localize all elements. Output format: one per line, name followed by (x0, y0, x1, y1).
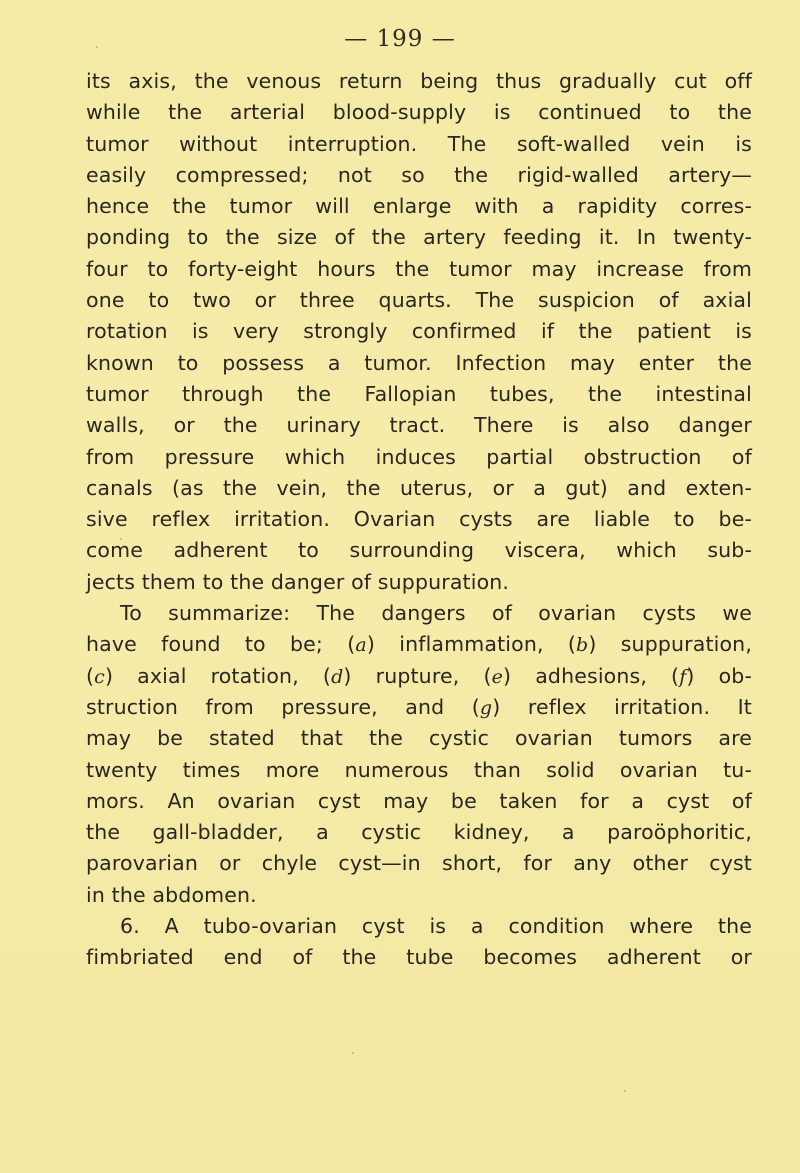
text-line: rotation is very strongly confirmed if the patient is (86, 319, 752, 344)
text-run: ) reflex irritation. It (492, 694, 752, 719)
list-marker-d: d (331, 665, 344, 688)
text-line: jects them to the danger of suppuration. (86, 569, 510, 594)
text-line: twenty times more numerous than solid ovarian tu- (86, 757, 752, 782)
list-marker-a: a (355, 634, 367, 657)
text-line: sive reflex irritation. Ovarian cysts are liable to be- (86, 507, 752, 532)
text-line: four to forty-eight hours the tumor may increase from (86, 256, 752, 281)
text-line: walls, or the urinary tract. There is also danger (86, 413, 752, 438)
text-line: tumor without interruption. The soft-walled vein is (86, 131, 752, 156)
text-run: ) ob- (686, 663, 752, 688)
summary-paragraph-start: To summarize: The dangers of ovarian cysts we (120, 601, 752, 626)
text-line: fimbriated end of the tube becomes adherent or (86, 945, 752, 970)
text-line: easily compressed; not so the rigid-walled artery— (86, 162, 752, 187)
text-line: while the arterial blood-supply is continued to the (86, 100, 752, 125)
text-line: from pressure which induces partial obstruction of (86, 444, 752, 469)
numbered-item-6: 6. A tubo-ovarian cyst is a condition where the (120, 914, 752, 939)
summary-list-line (86, 629, 752, 660)
paper-speck (96, 46, 98, 48)
text-line: hence the tumor will enlarge with a rapidity corres- (86, 194, 752, 219)
text-line: tumor through the Fallopian tubes, the intestinal (86, 381, 752, 406)
text-run: ) suppuration, (588, 632, 752, 657)
text-run: ) inflammation, ( (366, 632, 577, 657)
text-line: one to two or three quarts. The suspicion of axial (86, 288, 752, 313)
paper-speck (624, 1090, 626, 1092)
list-marker-g: g (479, 696, 493, 719)
text-line: known to possess a tumor. Infection may enter the (86, 350, 752, 375)
text-run: have found to be; ( (86, 632, 356, 657)
text-run: ) axial rotation, ( (104, 663, 332, 688)
list-marker-e: e (491, 665, 503, 688)
text-line: canals (as the vein, the uterus, or a gut) and exten- (86, 475, 752, 500)
text-line: its axis, the venous return being thus gradually cut off (86, 69, 752, 93)
list-marker-b: b (576, 634, 589, 657)
text-run: struction from pressure, and ( (86, 694, 480, 719)
text-line: in the abdomen. (86, 882, 257, 907)
paper-speck (120, 538, 122, 540)
text-line: mors. An ovarian cyst may be taken for a cyst of (86, 788, 752, 813)
page-number-header: — 199 — (344, 26, 456, 52)
text-line: parovarian or chyle cyst—in short, for any other cyst (86, 851, 752, 876)
summary-list-line (86, 661, 752, 692)
text-line: the gall-bladder, a cystic kidney, a paroöphoritic, (86, 820, 752, 845)
text-run: ) adhesions, ( (503, 663, 680, 688)
text-line: may be stated that the cystic ovarian tumors are (86, 726, 752, 751)
text-line: ponding to the size of the artery feeding it. In twenty- (86, 225, 752, 250)
body-text (86, 66, 752, 974)
text-run: ) rupture, ( (343, 663, 492, 688)
summary-list-line (86, 692, 752, 723)
text-run: ( (86, 663, 95, 688)
text-line: come adherent to surrounding viscera, which sub- (86, 538, 752, 563)
list-marker-f: f (679, 665, 687, 688)
paper-speck (352, 1052, 354, 1054)
list-marker-c: c (94, 665, 105, 688)
